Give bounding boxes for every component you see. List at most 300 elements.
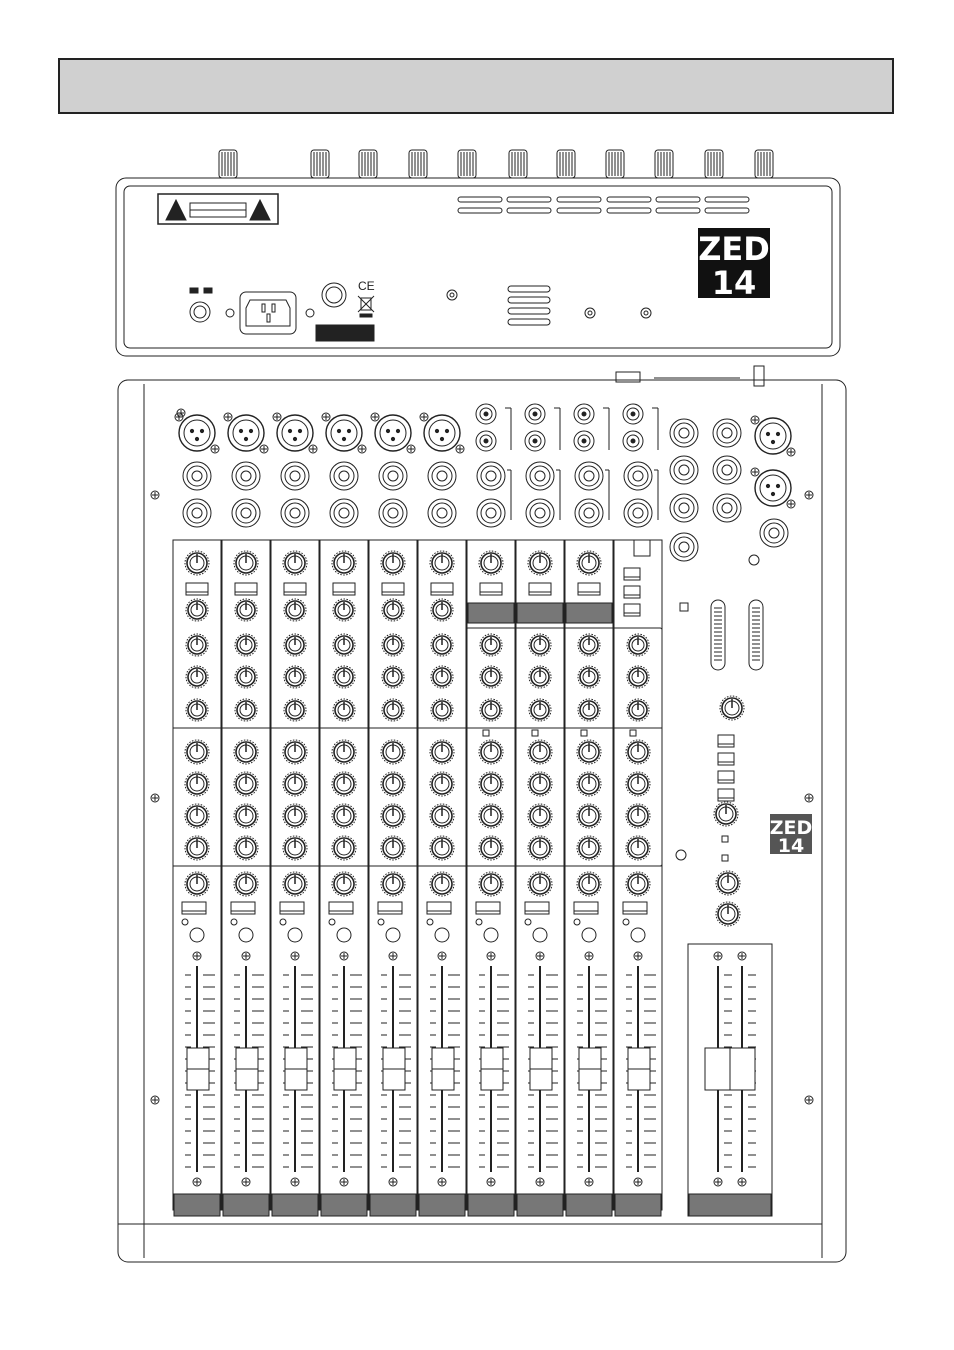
jack-socket[interactable] [379, 499, 407, 527]
gain-knob[interactable] [528, 551, 552, 575]
mono-channel-strip [369, 413, 417, 1216]
aux-send-knob[interactable] [626, 772, 650, 796]
screw-icon [389, 952, 397, 960]
rca-socket[interactable] [623, 404, 643, 424]
pfl-button[interactable] [631, 928, 645, 942]
channel-fader[interactable] [579, 1048, 601, 1090]
screw-icon [585, 1178, 593, 1186]
channel-fader[interactable] [432, 1048, 454, 1090]
peak-led [378, 919, 384, 925]
pre-post-switch[interactable] [581, 730, 587, 736]
channel-fader[interactable] [187, 1048, 209, 1090]
eq-low-knob[interactable] [284, 699, 306, 721]
gain-knob[interactable] [577, 551, 601, 575]
source-select-bar[interactable] [468, 603, 514, 623]
channel-fader[interactable] [383, 1048, 405, 1090]
rca-socket[interactable] [525, 404, 545, 424]
top-panel [118, 366, 846, 1262]
screw-icon [420, 413, 428, 421]
vent-slots [508, 286, 550, 325]
aux-send-knob[interactable] [430, 836, 454, 860]
eq-low-knob[interactable] [235, 699, 257, 721]
line-switch[interactable] [333, 583, 355, 595]
stereo-channel-strip [516, 404, 564, 1216]
jack-socket[interactable] [477, 499, 505, 527]
phones-jack[interactable] [760, 519, 788, 547]
rca-socket[interactable] [476, 404, 496, 424]
channel-label-strip [419, 1194, 465, 1216]
pre-post-switch[interactable] [483, 730, 489, 736]
eq-mid-knob[interactable] [529, 666, 551, 688]
jack-socket[interactable] [624, 499, 652, 527]
screw-icon [487, 952, 495, 960]
hpf-knob[interactable] [382, 599, 404, 621]
mute-button[interactable] [623, 902, 647, 914]
usb-switch[interactable] [624, 568, 640, 580]
screw-icon [751, 468, 759, 476]
hpf-knob[interactable] [333, 599, 355, 621]
eq-mid-knob[interactable] [627, 666, 649, 688]
eq-low-knob[interactable] [382, 699, 404, 721]
jack-socket[interactable] [183, 499, 211, 527]
channel-label-strip [321, 1194, 367, 1216]
line-switch[interactable] [284, 583, 306, 595]
aux-send-knob[interactable] [626, 740, 650, 764]
mono-channel-strip [271, 413, 319, 1216]
aux-send-knob[interactable] [577, 772, 601, 796]
eq-mid-knob[interactable] [578, 666, 600, 688]
screw-icon [151, 794, 159, 802]
aux-send-knob[interactable] [185, 836, 209, 860]
power-switch[interactable] [190, 288, 212, 322]
screw-icon [242, 952, 250, 960]
aux-send-knob[interactable] [528, 772, 552, 796]
rear-knob-icon [219, 150, 237, 178]
source-select-bar[interactable] [517, 603, 563, 623]
svg-text:CE: CE [358, 279, 375, 293]
pfl-button[interactable] [337, 928, 351, 942]
master-switch[interactable] [718, 789, 734, 801]
screw-icon [273, 413, 281, 421]
jack-socket[interactable] [281, 462, 309, 490]
xlr-input[interactable] [420, 413, 464, 453]
xlr-input[interactable] [224, 413, 268, 453]
eq-high-knob[interactable] [431, 634, 453, 656]
screw-hole [641, 308, 651, 318]
jack-socket[interactable] [526, 499, 554, 527]
gain-knob[interactable] [283, 551, 307, 575]
aux-send-knob[interactable] [234, 740, 258, 764]
aux-send-knob[interactable] [332, 836, 356, 860]
jack-socket[interactable] [575, 462, 603, 490]
aux-send-knob[interactable] [283, 772, 307, 796]
aux-send-knob[interactable] [577, 740, 601, 764]
hpf-knob[interactable] [284, 599, 306, 621]
rca-socket[interactable] [574, 431, 594, 451]
aux-send-knob[interactable] [528, 804, 552, 828]
pfl-button[interactable] [386, 928, 400, 942]
screw-icon [487, 1178, 495, 1186]
usb-switch[interactable] [624, 586, 640, 598]
rear-knob-icon [359, 150, 377, 178]
output-jack[interactable] [713, 456, 741, 484]
jack-socket[interactable] [330, 462, 358, 490]
rear-slot [656, 208, 700, 213]
screw-icon [536, 1178, 544, 1186]
output-jack[interactable] [713, 419, 741, 447]
pfl-button[interactable] [435, 928, 449, 942]
screw-icon [438, 1178, 446, 1186]
rear-zed-logo [698, 228, 770, 302]
rear-slot [656, 197, 700, 202]
peak-led [329, 919, 335, 925]
rear-slot [607, 197, 651, 202]
jack-socket[interactable] [232, 499, 260, 527]
rear-top-knobs [219, 150, 773, 178]
xlr-input[interactable] [322, 413, 366, 453]
aux-send-knob[interactable] [479, 740, 503, 764]
jack-socket[interactable] [575, 499, 603, 527]
eq-high-knob[interactable] [235, 634, 257, 656]
channel-fader[interactable] [481, 1048, 503, 1090]
screw-icon [260, 445, 268, 453]
aux-send-knob[interactable] [234, 836, 258, 860]
channel-label-strip [517, 1194, 563, 1216]
master-switch[interactable] [718, 735, 734, 747]
aux-send-knob[interactable] [381, 772, 405, 796]
pan-knob[interactable] [577, 872, 601, 896]
aux-send-knob[interactable] [185, 804, 209, 828]
aux-send-knob[interactable] [234, 772, 258, 796]
screw-icon [175, 413, 183, 421]
rear-slot [507, 197, 551, 202]
usb-port[interactable] [634, 540, 650, 556]
aux-send-knob[interactable] [430, 772, 454, 796]
line-switch[interactable] [431, 583, 453, 595]
pan-knob[interactable] [234, 872, 258, 896]
jack-socket[interactable] [281, 499, 309, 527]
rear-slot [458, 197, 502, 202]
aux-send-knob[interactable] [479, 772, 503, 796]
eq-high-knob[interactable] [578, 634, 600, 656]
xlr-input[interactable] [371, 413, 415, 453]
eq-mid-knob[interactable] [235, 666, 257, 688]
aux-send-knob[interactable] [626, 836, 650, 860]
output-jack[interactable] [670, 494, 698, 522]
eq-low-knob[interactable] [431, 699, 453, 721]
jack-socket[interactable] [232, 462, 260, 490]
screw-icon [634, 1178, 642, 1186]
aux-send-knob[interactable] [283, 836, 307, 860]
screw-hole [447, 290, 457, 300]
eq-mid-knob[interactable] [480, 666, 502, 688]
output-jack[interactable] [670, 456, 698, 484]
channel-fader[interactable] [530, 1048, 552, 1090]
gain-knob[interactable] [332, 551, 356, 575]
screw-icon [456, 445, 464, 453]
aux-send-knob[interactable] [577, 836, 601, 860]
rca-socket[interactable] [623, 431, 643, 451]
gain-knob[interactable] [479, 551, 503, 575]
pfl-button[interactable] [484, 928, 498, 942]
screw-icon [340, 1178, 348, 1186]
rear-knob-icon [458, 150, 476, 178]
line-switch[interactable] [480, 583, 502, 595]
eq-high-knob[interactable] [480, 634, 502, 656]
channel-label-strip [566, 1194, 612, 1216]
aux-send-knob[interactable] [528, 836, 552, 860]
aux-send-knob[interactable] [185, 740, 209, 764]
xlr-input[interactable] [175, 413, 219, 453]
pre-post-switch[interactable] [630, 730, 636, 736]
top-zed-logo [770, 814, 813, 857]
rear-slot [557, 197, 601, 202]
channel-label-strip [468, 1194, 514, 1216]
gain-knob[interactable] [430, 551, 454, 575]
mute-button[interactable] [427, 902, 451, 914]
jack-socket[interactable] [428, 462, 456, 490]
mute-button[interactable] [231, 902, 255, 914]
rear-slot [458, 208, 502, 213]
rear-knob-icon [409, 150, 427, 178]
jack-socket[interactable] [624, 462, 652, 490]
screw-icon [805, 1096, 813, 1104]
pan-knob[interactable] [626, 872, 650, 896]
aux-send-knob[interactable] [479, 836, 503, 860]
screw-icon [193, 952, 201, 960]
rear-knob-icon [509, 150, 527, 178]
mute-button[interactable] [329, 902, 353, 914]
master-label-strip [689, 1194, 771, 1216]
aux-send-knob[interactable] [430, 740, 454, 764]
master-switch[interactable] [718, 753, 734, 765]
pan-knob[interactable] [528, 872, 552, 896]
return-knob[interactable] [716, 871, 740, 895]
aux-send-knob[interactable] [528, 740, 552, 764]
peak-led [182, 919, 188, 925]
aux-send-knob[interactable] [332, 804, 356, 828]
aux-send-knob[interactable] [234, 804, 258, 828]
pfl-button[interactable] [288, 928, 302, 942]
gain-knob[interactable] [185, 551, 209, 575]
gain-knob[interactable] [234, 551, 258, 575]
screw-icon [536, 952, 544, 960]
master-switch[interactable] [718, 771, 734, 783]
rear-slot [705, 208, 749, 213]
aux-send-knob[interactable] [332, 772, 356, 796]
pan-knob[interactable] [332, 872, 356, 896]
output-jack[interactable] [670, 419, 698, 447]
aux-send-knob[interactable] [185, 772, 209, 796]
screw-icon [291, 1178, 299, 1186]
mono-channel-strip [173, 413, 221, 1216]
eq-mid-knob[interactable] [284, 666, 306, 688]
screw-icon [389, 1178, 397, 1186]
eq-mid-knob[interactable] [186, 666, 208, 688]
eq-high-knob[interactable] [333, 634, 355, 656]
aux-send-knob[interactable] [626, 804, 650, 828]
mute-button[interactable] [525, 902, 549, 914]
aux-send-knob[interactable] [283, 740, 307, 764]
pfl-button[interactable] [190, 928, 204, 942]
rear-knob-icon [557, 150, 575, 178]
eq-mid-knob[interactable] [382, 666, 404, 688]
hpf-knob[interactable] [186, 599, 208, 621]
line-switch[interactable] [529, 583, 551, 595]
aux-send-knob[interactable] [381, 804, 405, 828]
usb-switch[interactable] [624, 604, 640, 616]
channel-label-strip [223, 1194, 269, 1216]
peak-led [231, 919, 237, 925]
channel-fader[interactable] [628, 1048, 650, 1090]
hpf-knob[interactable] [431, 599, 453, 621]
mute-button[interactable] [280, 902, 304, 914]
eq-high-knob[interactable] [186, 634, 208, 656]
screw-icon [787, 500, 795, 508]
screw-icon [438, 952, 446, 960]
eq-high-knob[interactable] [627, 634, 649, 656]
line-switch[interactable] [382, 583, 404, 595]
line-switch[interactable] [235, 583, 257, 595]
aux-send-knob[interactable] [332, 740, 356, 764]
screw-icon [634, 952, 642, 960]
rear-knob-icon [655, 150, 673, 178]
channel-fader[interactable] [285, 1048, 307, 1090]
output-jack[interactable] [713, 494, 741, 522]
jack-socket[interactable] [183, 462, 211, 490]
master-fader[interactable] [705, 1048, 755, 1090]
screw-icon [714, 952, 722, 960]
phones-level-knob[interactable] [720, 696, 744, 720]
eq-low-knob[interactable] [529, 699, 551, 721]
eq-low-knob[interactable] [186, 699, 208, 721]
stereo-channel-strip [565, 404, 613, 1216]
eq-high-knob[interactable] [284, 634, 306, 656]
eq-high-knob[interactable] [382, 634, 404, 656]
pre-post-switch[interactable] [532, 730, 538, 736]
jack-socket[interactable] [428, 499, 456, 527]
aux-send-knob[interactable] [381, 740, 405, 764]
rear-panel [116, 150, 840, 356]
xlr-input[interactable] [751, 468, 795, 508]
ce-mark [358, 279, 375, 293]
xlr-input[interactable] [751, 416, 795, 456]
gain-knob[interactable] [381, 551, 405, 575]
channel-label-strip [370, 1194, 416, 1216]
jack-socket[interactable] [330, 499, 358, 527]
peak-led [574, 919, 580, 925]
screw-icon [242, 1178, 250, 1186]
pan-knob[interactable] [381, 872, 405, 896]
xlr-input[interactable] [273, 413, 317, 453]
screw-icon [151, 1096, 159, 1104]
rca-socket[interactable] [574, 404, 594, 424]
usb-led [680, 603, 688, 611]
eq-high-knob[interactable] [529, 634, 551, 656]
eq-mid-knob[interactable] [333, 666, 355, 688]
screw-icon [358, 445, 366, 453]
level-meter [711, 600, 725, 670]
rca-socket[interactable] [476, 431, 496, 451]
channel-fader[interactable] [334, 1048, 356, 1090]
screw-icon [738, 952, 746, 960]
rear-knob-icon [705, 150, 723, 178]
mute-button[interactable] [378, 902, 402, 914]
screw-icon [714, 1178, 722, 1186]
iec-power-inlet [226, 292, 314, 334]
output-jack[interactable] [670, 533, 698, 561]
screw-icon [340, 952, 348, 960]
master-aux-knob[interactable] [714, 802, 738, 826]
master-led [722, 836, 728, 842]
pfl-button[interactable] [582, 928, 596, 942]
hpf-knob[interactable] [235, 599, 257, 621]
channel-fader[interactable] [236, 1048, 258, 1090]
channel-label-strip [174, 1194, 220, 1216]
peak-led [525, 919, 531, 925]
mono-channel-strip [222, 413, 270, 1216]
svg-text:ZED: ZED [698, 230, 770, 268]
fuse-holder[interactable] [322, 283, 346, 307]
rca-socket[interactable] [525, 431, 545, 451]
line-switch[interactable] [186, 583, 208, 595]
pan-knob[interactable] [430, 872, 454, 896]
stereo-channel-strip [614, 404, 662, 1216]
aux-send-knob[interactable] [283, 804, 307, 828]
screw-icon [585, 952, 593, 960]
eq-low-knob[interactable] [578, 699, 600, 721]
aux-send-knob[interactable] [381, 836, 405, 860]
pfl-button[interactable] [239, 928, 253, 942]
pan-knob[interactable] [479, 872, 503, 896]
eq-low-knob[interactable] [333, 699, 355, 721]
screw-icon [805, 491, 813, 499]
eq-low-knob[interactable] [627, 699, 649, 721]
aux-send-knob[interactable] [479, 804, 503, 828]
return-knob[interactable] [716, 902, 740, 926]
mute-button[interactable] [476, 902, 500, 914]
mono-channel-strip [320, 413, 368, 1216]
mute-button[interactable] [182, 902, 206, 914]
mute-button[interactable] [574, 902, 598, 914]
rear-slot [607, 208, 651, 213]
phones-jack-mini[interactable] [749, 555, 759, 565]
pan-knob[interactable] [283, 872, 307, 896]
rear-knob-icon [755, 150, 773, 178]
peak-led [623, 919, 629, 925]
eq-mid-knob[interactable] [431, 666, 453, 688]
aux-send-knob[interactable] [430, 804, 454, 828]
serial-label [316, 325, 374, 341]
weee-bin-icon [358, 296, 374, 317]
eq-low-knob[interactable] [480, 699, 502, 721]
master-led [722, 855, 728, 861]
jack-socket[interactable] [477, 462, 505, 490]
aux-send-knob[interactable] [577, 804, 601, 828]
jack-socket[interactable] [379, 462, 407, 490]
source-select-bar[interactable] [566, 603, 612, 623]
channel-label-strip [272, 1194, 318, 1216]
screw-icon [309, 445, 317, 453]
line-switch[interactable] [578, 583, 600, 595]
rear-slot [507, 208, 551, 213]
screw-icon [151, 491, 159, 499]
screw-icon [371, 413, 379, 421]
jack-socket[interactable] [526, 462, 554, 490]
pfl-button[interactable] [533, 928, 547, 942]
rear-knob-icon [606, 150, 624, 178]
pan-knob[interactable] [185, 872, 209, 896]
